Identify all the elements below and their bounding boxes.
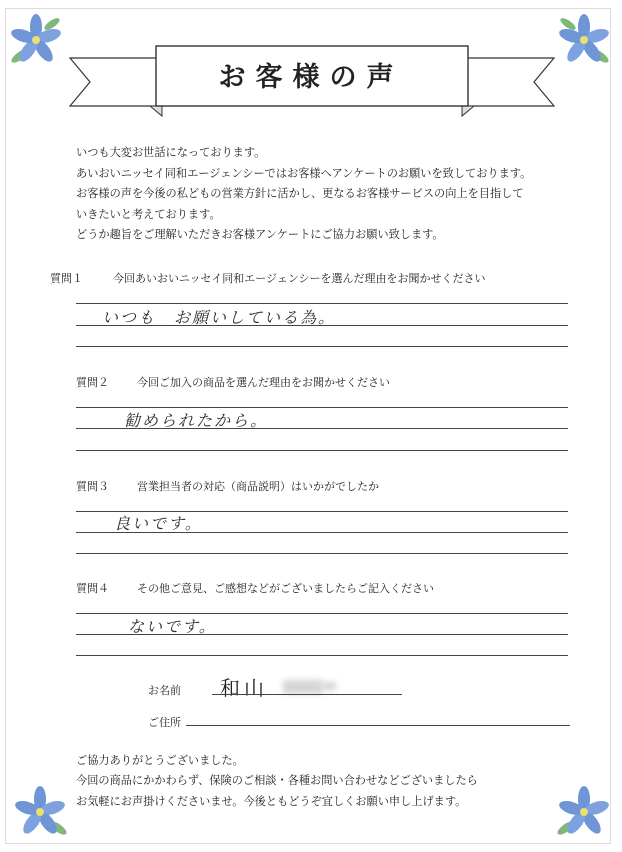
answer-line — [76, 532, 568, 533]
answer-line — [76, 303, 568, 304]
answer-line — [76, 553, 568, 554]
answer-line — [76, 346, 568, 347]
answer-line — [76, 634, 568, 635]
closing-text — [76, 751, 556, 812]
closing-line: お気軽にお声掛けくださいませ。今後ともどうぞ宜しくお願い申し上げます。 — [76, 794, 467, 808]
answer-line — [76, 450, 568, 451]
question-1-text: 今回あいおいニッセイ同和エージェンシーを選んだ理由をお聞かせください — [113, 272, 486, 285]
question-2-text: 今回ご加入の商品を選んだ理由をお聞かせください — [137, 376, 390, 389]
question-3-label: 質問３ — [76, 480, 109, 493]
address-label: ご住所 — [148, 716, 181, 729]
name-label: お名前 — [148, 684, 181, 697]
answer-4: ないです。 — [128, 617, 217, 636]
question-4 — [76, 580, 434, 596]
flower-bottom-left-icon — [12, 782, 72, 842]
intro-line: どうか趣旨をご理解いただきお客様アンケートにご協力お願い致します。 — [76, 228, 444, 242]
name-value: 和山 — [220, 676, 268, 700]
question-3-text: 営業担当者の対応（商品説明）はいかがでしたか — [137, 480, 379, 493]
answer-1: いつも お願いしている為。 — [102, 308, 337, 327]
closing-line: ご協力ありがとうございました。 — [76, 754, 244, 767]
intro-line: あいおいニッセイ同和エージェンシーではお客様へアンケートのお願いを致しております。 — [76, 166, 532, 180]
question-2-label: 質問２ — [76, 376, 109, 389]
address-line — [186, 725, 570, 726]
flower-top-right-icon — [554, 10, 614, 70]
intro-line: いつも大変お世話になっております。 — [76, 146, 266, 159]
question-1-label: 質問１ — [50, 272, 83, 285]
question-3 — [76, 478, 379, 494]
redacted-name — [283, 680, 323, 694]
answer-line — [76, 428, 568, 429]
closing-line: 今回の商品にかかわらず、保険のご相談・各種お問い合わせなどございましたら — [76, 774, 478, 788]
redacted-name — [322, 682, 336, 690]
page-title: お客様の声 — [218, 62, 404, 93]
intro-text — [76, 143, 576, 246]
question-2 — [76, 374, 390, 390]
name-line — [212, 694, 402, 695]
question-1 — [50, 270, 486, 286]
question-4-label: 質問４ — [76, 582, 109, 595]
page-border — [5, 8, 611, 844]
answer-3: 良いです。 — [114, 514, 203, 533]
intro-line: いきたいと考えております。 — [76, 207, 221, 221]
intro-line: お客様の声を今後の私どもの営業方針に活かし、更なるお客様サービスの向上を目指して — [76, 187, 524, 201]
answer-line — [76, 655, 568, 656]
answer-2: 勧められたから。 — [124, 411, 269, 430]
flower-bottom-right-icon — [552, 782, 612, 842]
answer-line — [76, 325, 568, 326]
flower-top-left-icon — [6, 10, 66, 70]
question-4-text: その他ご意見、ご感想などがございましたらご記入ください — [137, 582, 434, 595]
